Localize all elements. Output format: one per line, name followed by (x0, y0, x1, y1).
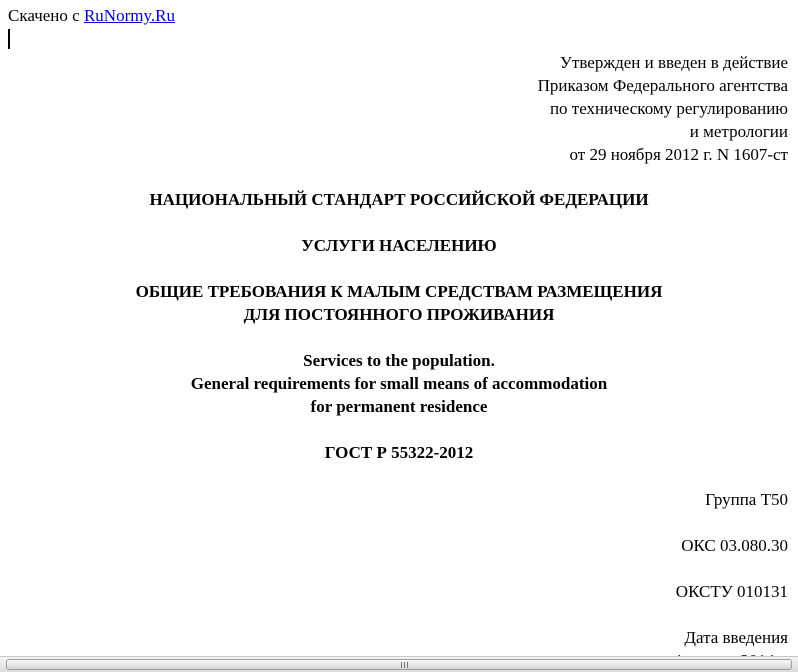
english-title-line: for permanent residence (310, 397, 488, 416)
oks-code: ОКС 03.080.30 (681, 536, 788, 555)
title-line: ОБЩИЕ ТРЕБОВАНИЯ К МАЛЫМ СРЕДСТВАМ РАЗМЕЩЕНИЯ (135, 282, 663, 301)
approval-line: Утвержден и введен в действие (559, 53, 788, 72)
source-prefix: Скачено с (8, 6, 84, 25)
text-cursor (8, 29, 10, 49)
horizontal-scrollbar[interactable] (0, 656, 798, 672)
approval-line: от 29 ноября 2012 г. N 1607-ст (569, 145, 788, 164)
grip-icon (401, 662, 409, 668)
scrollbar-thumb[interactable] (6, 659, 792, 670)
group-code: Группа Т50 (705, 490, 788, 509)
gost-number: ГОСТ Р 55322-2012 (324, 443, 474, 462)
approval-line: и метрологии (689, 122, 788, 141)
source-line (8, 6, 175, 26)
approval-line: Приказом Федерального агентства (537, 76, 788, 95)
source-link[interactable]: RuNormy.Ru (83, 6, 175, 25)
english-title-line: Services to the population. (303, 351, 495, 370)
intro-date-label: Дата введения (684, 628, 788, 647)
subject-heading: УСЛУГИ НАСЕЛЕНИЮ (301, 236, 497, 255)
title-line: ДЛЯ ПОСТОЯННОГО ПРОЖИВАНИЯ (243, 305, 555, 324)
standard-title: НАЦИОНАЛЬНЫЙ СТАНДАРТ РОССИЙСКОЙ ФЕДЕРАЦИИ (149, 190, 649, 209)
document-title (0, 280, 798, 326)
english-title (0, 349, 798, 418)
approval-line: по техническому регулированию (549, 99, 788, 118)
okstu-code: ОКСТУ 010131 (675, 582, 788, 601)
approval-block (538, 51, 788, 166)
english-title-line: General requirements for small means of accommodation (190, 374, 608, 393)
